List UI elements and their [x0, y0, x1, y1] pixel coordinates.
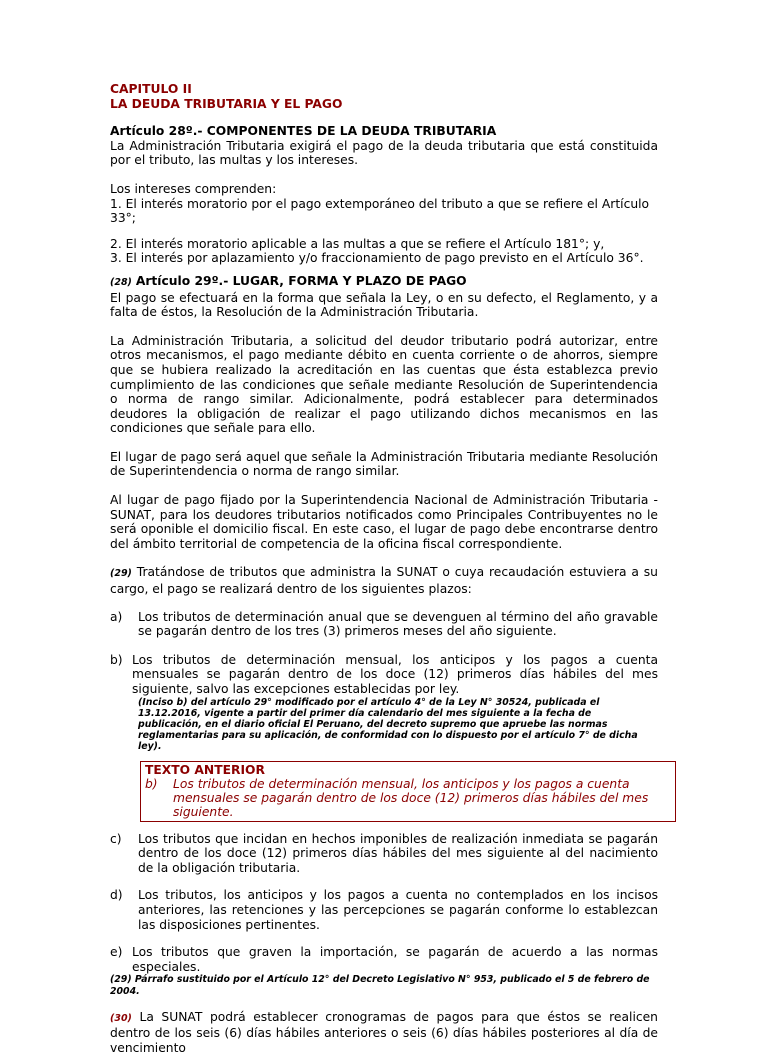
- article-29-heading: Artículo 29º.- LUGAR, FORMA Y PLAZO DE PAGO: [135, 273, 467, 288]
- list-item-b: [110, 653, 658, 697]
- previous-text-body: Los tributos de determinación mensual, los anticipos y los pagos a cuenta mensuales se pagarán dentro de los doce (12) primeros días hábiles del mes siguiente.: [173, 776, 649, 819]
- list-item-d: [110, 888, 658, 932]
- article-29-p4: Al lugar de pago fijado por la Superintendencia Nacional de Administración Tributaria - SUNAT, para los deudores tributarios notificados como Principales Contribuyentes no le será oponible el domicilio fiscal. En este caso, el lugar de pago debe encontrarse dentro del ámbito territorial de competencia de la oficina fiscal correspondiente.: [110, 493, 658, 551]
- item-d-text: Los tributos, los anticipos y los pagos a cuenta no contemplados en los incisos anteriores, las retenciones y las percepciones se pagarán conforme lo establezcan las disposiciones pertinentes.: [138, 888, 658, 932]
- item-c-text: Los tributos que incidan en hechos imponibles de realización inmediata se pagarán dentro de los doce (12) primeros días hábiles del mes siguiente al del nacimiento de la obligación tributaria.: [138, 831, 658, 875]
- list-item-c: [110, 832, 658, 876]
- document-page: [110, 82, 658, 1056]
- article-29-p2: La Administración Tributaria, a solicitud del deudor tributario podrá autorizar, entre otros mecanismos, el pago mediante débito en cuenta corriente o de ahorros, siempre que se hubiera realizado la acreditación en las cuentas que ésta establezca previo cumplimiento de las condiciones que señale mediante Resolución de Superintendencia o norma de rango similar. Adicionalmente, podrá establecer para determinados deudores la obligación de realizar el pago utilizando dichos mecanismos en las condiciones que señale para ello.: [110, 333, 658, 436]
- p6-ref: (30): [110, 1012, 132, 1024]
- p5-ref: (29): [110, 568, 132, 580]
- item-a-text: Los tributos de determinación anual que se devenguen al término del año gravable se pagarán dentro de los tres (3) primeros meses del año siguiente.: [138, 609, 658, 639]
- article-28-heading: Artículo 28º.- COMPONENTES DE LA DEUDA TRIBUTARIA: [110, 124, 497, 139]
- article-29-p6: [110, 1010, 658, 1056]
- chapter-title: LA DEUDA TRIBUTARIA Y EL PAGO: [110, 96, 343, 111]
- interest-item-2: 2. El interés moratorio aplicable a las multas a que se refiere el Artículo 181°; y,: [110, 236, 605, 251]
- item-c-label: c): [110, 831, 122, 846]
- previous-text-label: b): [145, 776, 158, 791]
- item-a-label: a): [110, 609, 123, 624]
- list-item-e: [110, 945, 658, 974]
- p6-text: La SUNAT podrá establecer cronogramas de pagos para que éstos se realicen dentro de los seis (6) días hábiles anteriores o seis (6) días hábiles posteriores al día de vencimiento: [110, 1009, 658, 1055]
- article-29-ref: (28): [110, 276, 132, 288]
- item-e-text: Los tributos que graven la importación, se pagarán de acuerdo a las normas especiales.: [132, 945, 658, 974]
- article-29-heading-line: [110, 274, 658, 291]
- interest-item-3: 3. El interés por aplazamiento y/o fraccionamiento de pago previsto en el Artículo 36°.: [110, 251, 644, 266]
- article-28-text: La Administración Tributaria exigirá el pago de la deuda tributaria que está constituida por el tributo, las multas y los intereses.: [110, 138, 658, 168]
- item-d-label: d): [110, 888, 123, 903]
- article-29-p5: [110, 565, 658, 596]
- item-e-label: e): [110, 945, 123, 960]
- item-b-label: b): [110, 652, 123, 667]
- previous-text-title: TEXTO ANTERIOR: [145, 762, 265, 777]
- note-29: (29) Párrafo sustituido por el Artículo 12° del Decreto Legislativo N° 953, publicado el 5 de febrero de 2004.: [110, 974, 650, 997]
- chapter-number: CAPITULO II: [110, 82, 192, 96]
- item-b-note: (Inciso b) del artículo 29° modificado por el artículo 4° de la Ley N° 30524, publicada el 13.12.2016, vigente a partir del primer día calendario del mes siguiente a la fecha de publicación, en el diario oficial El Peruano, del decreto supremo que apruebe las normas reglamentarias para su aplicación, de conformidad con lo dispuesto por el artículo 7° de dicha ley).: [138, 696, 638, 753]
- p5-text: Tratándose de tributos que administra la SUNAT o cuya recaudación estuviera a su cargo, el pago se realizará dentro de los siguientes plazos:: [110, 565, 658, 597]
- list-item-a: [110, 610, 658, 639]
- article-29-p3: El lugar de pago será aquel que señale la Administración Tributaria mediante Resolución de Superintendencia o norma de rango similar.: [110, 449, 658, 479]
- interest-item-1: 1. El interés moratorio por el pago extemporáneo del tributo a que se refiere el Artículo 33°;: [110, 196, 650, 226]
- interest-intro: Los intereses comprenden:: [110, 181, 277, 196]
- previous-text-item: [145, 777, 671, 819]
- article-29-p1: El pago se efectuará en la forma que señala la Ley, o en su defecto, el Reglamento, y a falta de éstos, la Resolución de la Administración Tributaria.: [110, 290, 658, 320]
- previous-text-box: [140, 761, 676, 822]
- item-b-text: Los tributos de determinación mensual, los anticipos y los pagos a cuenta mensuales se pagarán dentro de los doce (12) primeros días hábiles del mes siguiente, salvo las excepciones establecidas por ley.: [132, 652, 658, 696]
